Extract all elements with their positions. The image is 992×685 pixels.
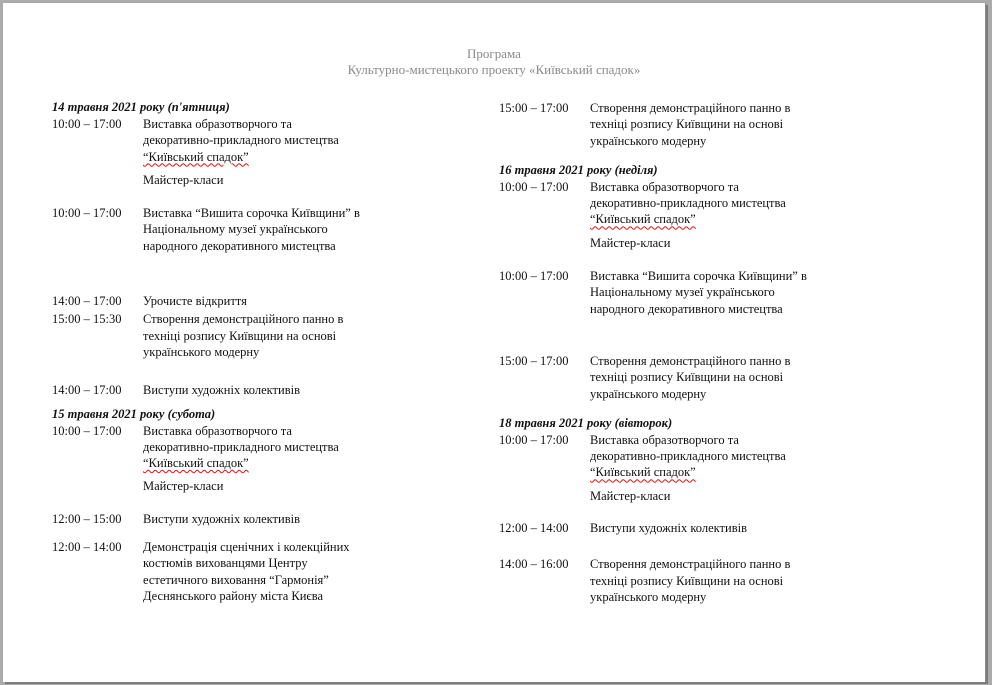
event-line: Створення демонстраційного панно в	[143, 312, 344, 327]
event-description	[590, 520, 840, 536]
event-time: 14:00 – 17:00	[52, 383, 122, 398]
event-line: “Київський спадок”	[143, 456, 249, 471]
schedule-row	[499, 268, 929, 317]
document-title: Програма	[467, 46, 521, 61]
schedule-row	[52, 116, 482, 165]
schedule-row	[52, 293, 482, 309]
event-description	[590, 100, 840, 149]
event-description	[590, 353, 840, 402]
event-line: декоративно-прикладного мистецтва	[590, 449, 786, 464]
event-line: українського модерну	[590, 589, 707, 604]
event-line: Виступи художніх колективів	[143, 511, 300, 526]
event-time: 12:00 – 14:00	[499, 521, 569, 536]
event-time: 15:00 – 17:00	[499, 353, 569, 368]
event-subtitle: Майстер-класи	[143, 172, 224, 187]
schedule-row	[52, 511, 482, 527]
event-line: Створення демонстраційного панно в	[590, 101, 791, 115]
right-column	[499, 100, 929, 615]
event-time: 14:00 – 16:00	[499, 557, 569, 572]
event-description	[143, 116, 393, 165]
event-time: 10:00 – 17:00	[52, 423, 122, 438]
event-line: “Київський спадок”	[590, 212, 696, 227]
event-line: декоративно-прикладного мистецтва	[143, 439, 339, 454]
event-line: декоративно-прикладного мистецтва	[590, 196, 786, 211]
event-line: Деснянського району міста Києва	[143, 588, 324, 603]
event-line: Виставка образотворчого та	[590, 179, 739, 194]
event-subtitle: Майстер-класи	[590, 235, 671, 250]
event-time: 10:00 – 17:00	[499, 432, 569, 447]
event-line: Виставка образотворчого та	[143, 117, 292, 131]
event-line: Виставка “Вишита сорочка Київщини” в	[590, 269, 807, 284]
event-time: 10:00 – 17:00	[499, 179, 569, 194]
event-line: Виступи художніх колективів	[590, 521, 747, 536]
event-description	[143, 539, 393, 604]
event-description	[143, 423, 393, 472]
event-line: техніці розпису Київщини на основі	[143, 328, 337, 343]
event-time: 15:00 – 17:00	[499, 101, 569, 115]
event-line: українського модерну	[590, 386, 707, 401]
left-column	[52, 100, 482, 614]
event-time: 12:00 – 15:00	[52, 511, 122, 526]
schedule-row	[499, 556, 929, 605]
event-line: Демонстрація сценічних і колекційних	[143, 540, 350, 555]
day-heading: 18 травня 2021 року (вівторок)	[499, 415, 673, 430]
schedule-row	[52, 311, 482, 360]
event-line: техніці розпису Київщини на основі	[590, 117, 784, 132]
event-line: Національному музеї українського	[590, 285, 775, 300]
event-line: “Київський спадок”	[143, 149, 249, 164]
schedule-row	[499, 520, 929, 536]
event-line: Виставка образотворчого та	[590, 432, 739, 447]
event-line: українського модерну	[143, 344, 260, 359]
event-line: народного декоративного мистецтва	[143, 238, 336, 253]
event-line: Створення демонстраційного панно в	[590, 557, 791, 572]
document-subtitle: Культурно-мистецького проекту «Київський спадок»	[347, 62, 641, 77]
schedule-row	[52, 205, 482, 254]
event-time: 10:00 – 17:00	[52, 117, 122, 131]
schedule-row	[499, 100, 929, 149]
event-time: 10:00 – 17:00	[499, 269, 569, 284]
event-time: 14:00 – 17:00	[52, 294, 122, 309]
event-time: 10:00 – 17:00	[52, 206, 122, 221]
event-description	[590, 556, 840, 605]
event-description	[143, 311, 393, 360]
day-heading: 16 травня 2021 року (неділя)	[499, 162, 658, 177]
schedule-row	[52, 423, 482, 472]
document-page	[3, 3, 986, 682]
event-line: Створення демонстраційного панно в	[590, 353, 791, 368]
schedule-row	[499, 432, 929, 481]
event-subtitle: Майстер-класи	[143, 479, 224, 494]
schedule-row	[499, 353, 929, 402]
event-line: естетичного виховання “Гармонія”	[143, 572, 329, 587]
event-line: Урочисте відкриття	[143, 294, 247, 309]
event-line: Національному музеї українського	[143, 222, 328, 237]
schedule-row	[52, 382, 482, 398]
event-description	[143, 511, 393, 527]
event-line: народного декоративного мистецтва	[590, 301, 783, 316]
event-line: українського модерну	[590, 133, 707, 148]
event-subtitle: Майстер-класи	[590, 488, 671, 503]
event-description	[143, 293, 393, 309]
event-line: “Київський спадок”	[590, 465, 696, 480]
event-line: декоративно-прикладного мистецтва	[143, 133, 339, 148]
event-line: Виставка образотворчого та	[143, 423, 292, 438]
event-time: 12:00 – 14:00	[52, 540, 122, 555]
schedule-row	[52, 539, 482, 604]
schedule-row	[499, 179, 929, 228]
day-heading: 14 травня 2021 року (п'ятниця)	[52, 100, 230, 114]
event-description	[143, 205, 393, 254]
event-description	[590, 432, 840, 481]
event-line: техніці розпису Київщини на основі	[590, 370, 784, 385]
event-time: 15:00 – 15:30	[52, 312, 122, 327]
event-description	[590, 179, 840, 228]
event-line: Виступи художніх колективів	[143, 383, 300, 398]
day-heading: 15 травня 2021 року (субота)	[52, 406, 216, 421]
event-description	[143, 382, 393, 398]
event-line: костюмів вихованцями Центру	[143, 556, 308, 571]
event-line: техніці розпису Київщини на основі	[590, 573, 784, 588]
event-line: Виставка “Вишита сорочка Київщини” в	[143, 206, 360, 221]
event-description	[590, 268, 840, 317]
